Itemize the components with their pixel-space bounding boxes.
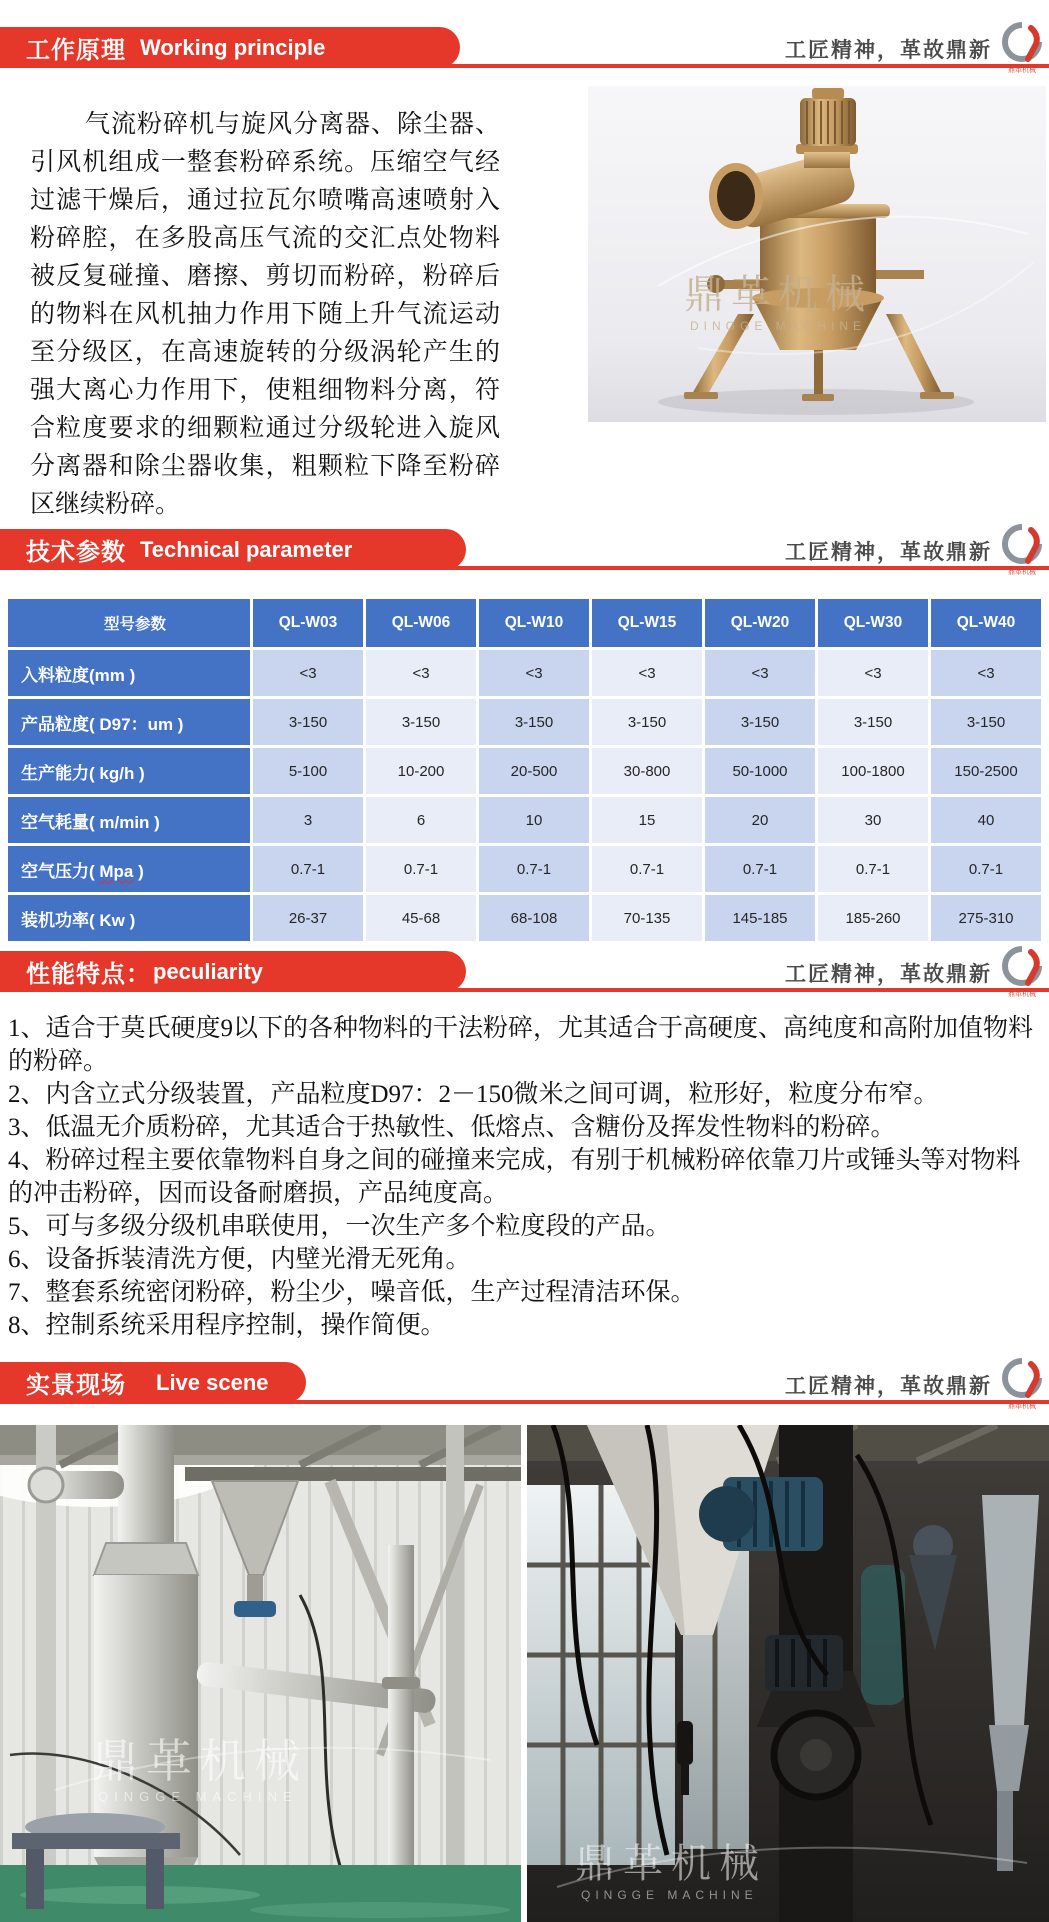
live-scene-photo-left (0, 1425, 521, 1922)
table-row-air-pressure (7, 845, 1043, 894)
brand-slogan: 工匠精神，革故鼎新 (785, 541, 992, 564)
cell: 150-2500 (930, 747, 1043, 796)
banner-title-zh: 实景现场 (26, 1372, 126, 1399)
cell: 68-108 (478, 894, 591, 943)
cell: <3 (478, 649, 591, 698)
peculiarity-list (8, 1012, 1041, 1342)
row-label: 空气耗量( m/min ) (7, 796, 252, 845)
live-scene-photo-right (527, 1425, 1049, 1922)
banner-title-en: Live scene (156, 1369, 269, 1395)
company-logo-icon (1001, 946, 1043, 1000)
cell: 30-800 (591, 747, 704, 796)
banner-title-en: Technical parameter (140, 536, 353, 562)
feature-item: 5、可与多级分级机串联使用，一次生产多个粒度段的产品。 (8, 1213, 671, 1240)
cell: 20 (704, 796, 817, 845)
cell: <3 (930, 649, 1043, 698)
row-label: 生产能力( kg/h ) (7, 747, 252, 796)
cell: 0.7-1 (591, 845, 704, 894)
cell: 275-310 (930, 894, 1043, 943)
company-logo-icon (1001, 524, 1043, 578)
render-watermark-en: DINGGE MACHINE (690, 319, 867, 333)
row-label (7, 845, 252, 894)
section-banner-working-principle (0, 27, 460, 68)
cell: 10 (478, 796, 591, 845)
row-label: 入料粒度(mm ) (7, 649, 252, 698)
feature-item: 1、适合于莫氏硬度9以下的各种物料的干法粉碎，尤其适合于高硬度、高纯度和高附加值物料的粉碎。 (8, 1015, 1034, 1075)
cell: 0.7-1 (478, 845, 591, 894)
cell: 50-1000 (704, 747, 817, 796)
feature-item: 6、设备拆装清洗方便，内壁光滑无死角。 (8, 1246, 471, 1273)
feature-item: 3、低温无介质粉碎，尤其适合于热敏性、低熔点、含糖份及挥发性物料的粉碎。 (8, 1114, 896, 1141)
cell: 3 (252, 796, 365, 845)
cell: 3-150 (930, 698, 1043, 747)
cell: 70-135 (591, 894, 704, 943)
model-header: QL-W30 (817, 598, 930, 649)
cell: 0.7-1 (365, 845, 478, 894)
cell: 6 (365, 796, 478, 845)
cell: <3 (365, 649, 478, 698)
factory-photo-right-art (527, 1425, 1049, 1922)
table-row-air-consumption (7, 796, 1043, 845)
photo-watermark-en: QINGGE MACHINE (98, 1789, 298, 1804)
cell: 3-150 (365, 698, 478, 747)
cell: 100-1800 (817, 747, 930, 796)
header-right-group (785, 946, 1043, 1000)
cell: 40 (930, 796, 1043, 845)
model-header: QL-W20 (704, 598, 817, 649)
photo-watermark-zh: 鼎革机械 (92, 1735, 308, 1787)
cell: 45-68 (365, 894, 478, 943)
section-banner-technical-parameter (0, 529, 466, 570)
logo-caption: 鼎革机械 (1008, 991, 1036, 998)
label-part: 空气压力( (21, 861, 100, 881)
cell: 3-150 (591, 698, 704, 747)
cell: 0.7-1 (817, 845, 930, 894)
feature-item: 7、整套系统密闭粉碎，粉尘少，噪音低，生产过程清洁环保。 (8, 1279, 696, 1306)
cell: 10-200 (365, 747, 478, 796)
cell: 0.7-1 (930, 845, 1043, 894)
photo-watermark-en: QINGGE MACHINE (581, 1888, 758, 1902)
company-logo-icon (1001, 1358, 1043, 1412)
section-banner-peculiarity (0, 951, 466, 992)
cell: 145-185 (704, 894, 817, 943)
model-header: QL-W06 (365, 598, 478, 649)
header-right-group (785, 524, 1043, 578)
header-right-group (785, 1358, 1043, 1412)
cell: 20-500 (478, 747, 591, 796)
cell: 5-100 (252, 747, 365, 796)
technical-parameter-table (5, 596, 1044, 944)
feature-item: 2、内含立式分级装置，产品粒度D97：2－150微米之间可调，粒形好，粒度分布窄。 (8, 1081, 939, 1108)
cell: 26-37 (252, 894, 365, 943)
row-label: 装机功率( Kw ) (7, 894, 252, 943)
table-row-feed-size (7, 649, 1043, 698)
cell: <3 (817, 649, 930, 698)
cell: 3-150 (817, 698, 930, 747)
cell: 0.7-1 (704, 845, 817, 894)
banner-title-zh: 技术参数 (26, 539, 126, 566)
feature-item: 8、控制系统采用程序控制，操作简便。 (8, 1312, 446, 1339)
brand-slogan: 工匠精神，革故鼎新 (785, 963, 992, 986)
cell: 0.7-1 (252, 845, 365, 894)
cell: 15 (591, 796, 704, 845)
model-header: QL-W15 (591, 598, 704, 649)
render-watermark-zh: 鼎革机械 (684, 273, 872, 317)
row-label: 产品粒度( D97：um ) (7, 698, 252, 747)
table-row-product-size (7, 698, 1043, 747)
banner-title-en: Working principle (140, 34, 326, 60)
section-banner-live-scene (0, 1362, 306, 1403)
table-corner-cell: 型号参数 (7, 598, 252, 649)
banner-title-en: peculiarity (153, 958, 264, 984)
working-principle-paragraph: 气流粉碎机与旋风分离器、除尘器、引风机组成一整套粉碎系统。压缩空气经过滤干燥后，通过拉瓦尔喷嘴高速喷射入粉碎腔，在多股高压气流的交汇点处物料被反复碰撞、磨擦、剪切而粉碎，粉碎后的物料在风机抽力作用下随上升气流运动至分级区，在高速旋转的分级涡轮产生的强大离心力作用下，使粗细物料分离，符合粒度要求的细颗粒通过分级轮进入旋风分离器和除尘器收集，粗颗粒下降至粉碎区继续粉碎。 (30, 111, 500, 518)
feature-item: 4、粉碎过程主要依靠物料自身之间的碰撞来完成，有别于机械粉碎依靠刀片或锤头等对物料的冲击粉碎，因而设备耐磨损，产品纯度高。 (8, 1147, 1021, 1207)
logo-caption: 鼎革机械 (1008, 1403, 1036, 1410)
brand-slogan: 工匠精神，革故鼎新 (785, 39, 992, 62)
product-render-image (588, 86, 1046, 422)
cell: <3 (704, 649, 817, 698)
table-header-row (7, 598, 1043, 649)
cell: 30 (817, 796, 930, 845)
cell: 3-150 (478, 698, 591, 747)
pulverizer-render-art (588, 86, 1046, 422)
model-header: QL-W40 (930, 598, 1043, 649)
factory-photo-left-art (0, 1425, 521, 1922)
model-header: QL-W03 (252, 598, 365, 649)
label-part: ) (133, 861, 144, 881)
label-part-spellcheck: Mpa (99, 861, 134, 881)
table-row-capacity (7, 747, 1043, 796)
cell: 3-150 (252, 698, 365, 747)
cell: 185-260 (817, 894, 930, 943)
table-row-installed-power (7, 894, 1043, 943)
cell: <3 (252, 649, 365, 698)
cell: <3 (591, 649, 704, 698)
banner-title-zh: 性能特点： (26, 961, 151, 988)
brand-slogan: 工匠精神，革故鼎新 (785, 1375, 992, 1398)
logo-caption: 鼎革机械 (1008, 67, 1036, 74)
cell: 3-150 (704, 698, 817, 747)
model-header: QL-W10 (478, 598, 591, 649)
logo-caption: 鼎革机械 (1008, 569, 1036, 576)
company-logo-icon (1001, 22, 1043, 76)
banner-title-zh: 工作原理 (26, 37, 126, 64)
photo-watermark-zh: 鼎革机械 (575, 1842, 767, 1886)
header-right-group (785, 22, 1043, 76)
